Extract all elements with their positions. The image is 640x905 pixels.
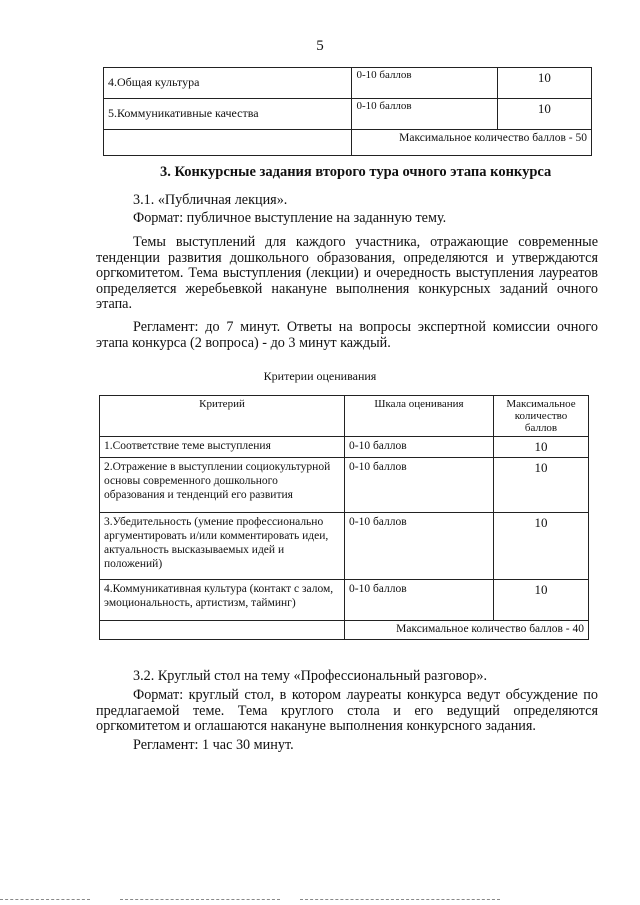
scan-edge-line	[0, 899, 90, 900]
section-title: 3. Конкурсные задания второго тура очного этапа конкурса	[160, 164, 552, 180]
total-points-cell: Максимальное количество баллов - 40	[345, 621, 589, 640]
table-caption: Критерии оценивания	[263, 369, 377, 383]
table-row	[100, 580, 589, 621]
paragraph-format: Формат: публичное выступление на заданную тему.	[133, 210, 447, 226]
header-scale: Шкала оценивания	[345, 396, 494, 437]
paragraph-topics: Темы выступлений для каждого участника, отражающие современные тенденции развития дошкольного образования, определяются и утверждаются оргкомитетом. Тема выступления (лекции) и очередность выступления лауреатов определяется жеребьевкой накануне выполнения конкурсных заданий очного этапа.	[96, 234, 598, 313]
paragraph-round-table-regulation: Регламент: 1 час 30 минут.	[133, 737, 294, 753]
header-criterion: Критерий	[100, 396, 345, 437]
criterion-cell: 2.Отражение в выступлении социокультурной основы современного дошкольного образования и тенденций его развития	[100, 458, 345, 513]
max-points-cell: 10	[494, 458, 589, 513]
empty-cell	[104, 130, 352, 156]
max-points-cell: 10	[494, 580, 589, 621]
scan-edge-line	[120, 899, 280, 900]
page-number: 5	[316, 38, 324, 54]
table-total-row	[100, 621, 589, 640]
criteria-table-continued	[103, 67, 592, 156]
scale-cell: 0-10 баллов	[345, 458, 494, 513]
max-points-cell: 10	[494, 437, 589, 458]
criterion-cell: 4.Общая культура	[104, 68, 352, 99]
paragraph-regulation: Регламент: до 7 минут. Ответы на вопросы экспертной комиссии очного этапа конкурса (2 вопроса) - до 3 минут каждый.	[96, 319, 598, 351]
header-max: Максимальное количество баллов	[494, 396, 589, 437]
scan-edge-line	[300, 899, 500, 900]
table-row	[104, 99, 592, 130]
scale-cell: 0-10 баллов	[345, 437, 494, 458]
table-row	[104, 68, 592, 99]
paragraph-round-table-title: 3.2. Круглый стол на тему «Профессиональный разговор».	[133, 668, 488, 684]
empty-cell	[100, 621, 345, 640]
paragraph-round-table-format: Формат: круглый стол, в котором лауреаты конкурса ведут обсуждение по предлагаемой теме. Тема круглого стола и его ведущий определяются оргкомитетом и оглашаются накануне выполнения конкурсного задания.	[96, 687, 598, 735]
scale-cell: 0-10 баллов	[352, 68, 497, 99]
table-header-row	[100, 396, 589, 437]
table-row	[100, 458, 589, 513]
total-points-cell: Максимальное количество баллов - 50	[352, 130, 592, 156]
criteria-table	[99, 395, 589, 640]
table-row	[100, 437, 589, 458]
max-points-cell: 10	[497, 68, 591, 99]
criterion-cell: 4.Коммуникативная культура (контакт с залом, эмоциональность, артистизм, тайминг)	[100, 580, 345, 621]
criterion-cell: 5.Коммуникативные качества	[104, 99, 352, 130]
max-points-cell: 10	[497, 99, 591, 130]
table-total-row	[104, 130, 592, 156]
scale-cell: 0-10 баллов	[345, 580, 494, 621]
scale-cell: 0-10 баллов	[345, 513, 494, 580]
criterion-cell: 1.Соответствие теме выступления	[100, 437, 345, 458]
max-points-cell: 10	[494, 513, 589, 580]
criterion-cell: 3.Убедительность (умение профессионально аргументировать и/или комментировать идеи, актуальность высказываемых идей и положений)	[100, 513, 345, 580]
table-row	[100, 513, 589, 580]
paragraph-task-title: 3.1. «Публичная лекция».	[133, 192, 288, 208]
scale-cell: 0-10 баллов	[352, 99, 497, 130]
